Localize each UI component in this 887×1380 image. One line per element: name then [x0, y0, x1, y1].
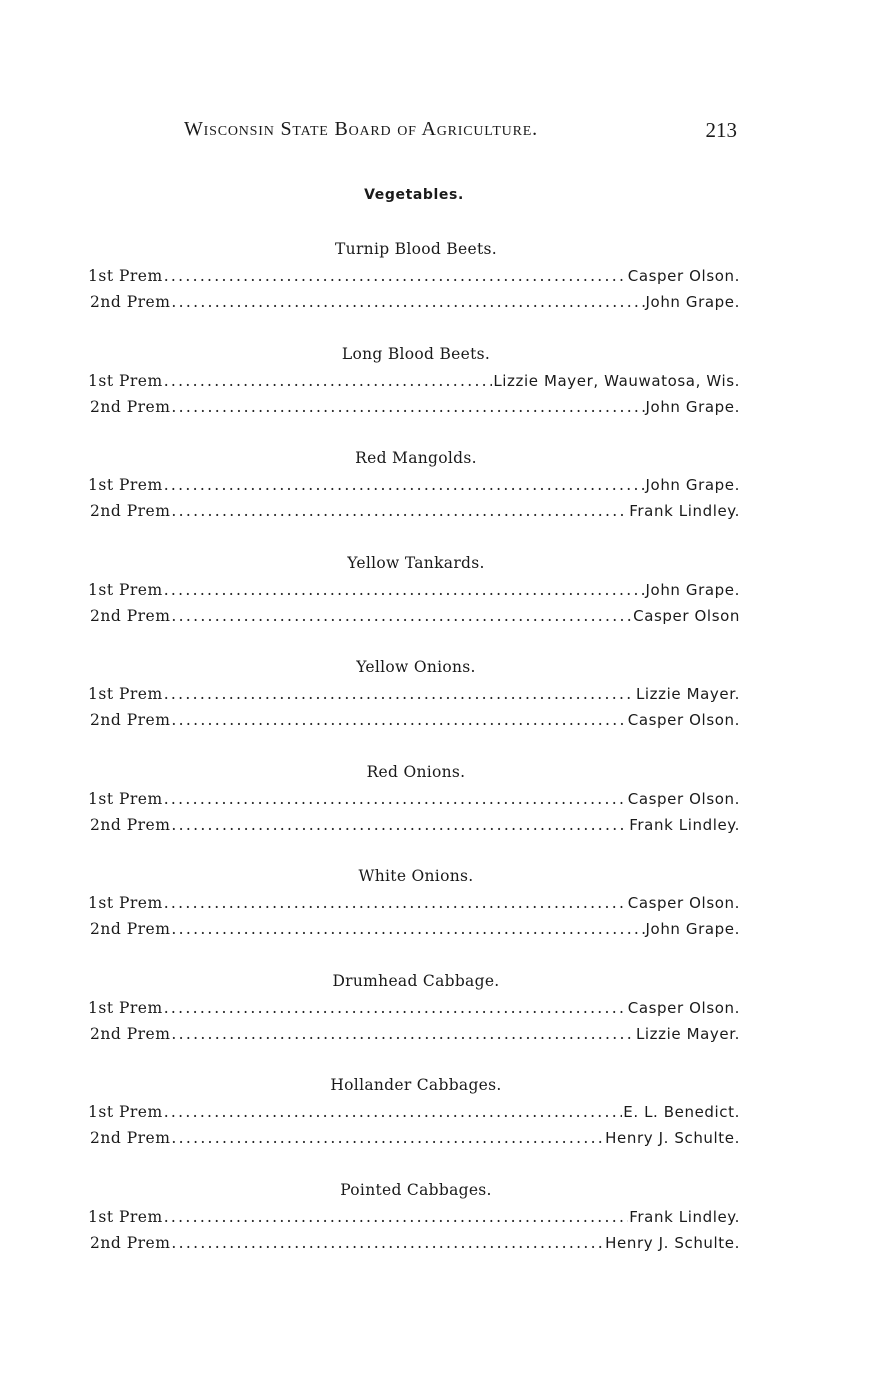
dot-leader — [171, 603, 632, 629]
second-premium-row — [88, 603, 740, 629]
first-premium-row — [88, 472, 740, 498]
first-premium-row — [88, 577, 740, 603]
premium-label: 2nd Prem — [90, 606, 171, 625]
section-title: Vegetables. — [364, 187, 464, 203]
premium-label: 2nd Prem — [90, 1129, 171, 1147]
winner-name: John Grape. — [645, 920, 740, 938]
first-premium-row — [88, 368, 740, 394]
winner-name: Casper Olson. — [627, 267, 740, 285]
winner-name: John Grape. — [645, 397, 740, 416]
first-premium-row — [88, 1099, 740, 1125]
second-premium-row — [88, 1125, 740, 1151]
running-head — [184, 118, 739, 144]
category-title: Pointed Cabbages. — [340, 1180, 492, 1199]
winner-name: John Grape. — [645, 476, 740, 494]
dot-leader — [171, 812, 628, 838]
category-turnip-blood-beets — [88, 237, 740, 342]
category-hollander-cabbages — [88, 1073, 740, 1178]
second-premium-row — [88, 916, 740, 942]
winner-name: E. L. Benedict. — [623, 1103, 740, 1121]
category-title: Yellow Onions. — [356, 658, 476, 676]
winner-name: Lizzie Mayer. — [635, 1024, 740, 1043]
winner-name: Frank Lindley. — [629, 502, 740, 520]
dot-leader — [164, 577, 645, 603]
first-premium-row — [88, 263, 740, 289]
category-yellow-tankards — [88, 551, 740, 656]
premium-label: 2nd Prem — [90, 711, 171, 729]
winner-name: Lizzie Mayer. — [635, 685, 740, 703]
winner-name: John Grape. — [645, 580, 740, 599]
dot-leader — [164, 368, 493, 394]
premium-label: 1st Prem — [88, 998, 163, 1017]
dot-leader — [171, 916, 644, 942]
premium-label: 2nd Prem — [90, 815, 171, 834]
dot-leader — [164, 995, 627, 1021]
category-drumhead-cabbage — [88, 969, 740, 1074]
first-premium-row — [88, 995, 740, 1021]
dot-leader — [171, 289, 644, 315]
second-premium-row — [88, 812, 740, 838]
category-title: Turnip Blood Beets. — [335, 240, 497, 258]
first-premium-row — [88, 681, 740, 707]
category-title: Yellow Tankards. — [347, 553, 485, 572]
premium-label: 1st Prem — [88, 789, 163, 808]
category-title: Red Mangolds. — [355, 449, 477, 467]
premium-label: 1st Prem — [88, 580, 163, 599]
premium-label: 1st Prem — [88, 1103, 163, 1121]
category-yellow-onions — [88, 655, 740, 760]
dot-leader — [171, 1230, 604, 1256]
dot-leader — [171, 1021, 635, 1047]
winner-name: Casper Olson. — [627, 998, 740, 1017]
first-premium-row — [88, 786, 740, 812]
page-number: 213 — [705, 118, 737, 142]
first-premium-row — [88, 1204, 740, 1230]
category-red-mangolds — [88, 446, 740, 551]
dot-leader — [164, 681, 635, 707]
premium-label: 1st Prem — [88, 267, 163, 285]
second-premium-row — [88, 1230, 740, 1256]
premium-label: 1st Prem — [88, 894, 163, 912]
category-title: Hollander Cabbages. — [330, 1076, 502, 1094]
running-title: Wisconsin State Board of Agriculture. — [184, 118, 538, 140]
category-long-blood-beets — [88, 342, 740, 447]
premium-label: 2nd Prem — [90, 397, 171, 416]
category-red-onions — [88, 760, 740, 865]
dot-leader — [164, 1099, 623, 1125]
winner-name: Lizzie Mayer, Wauwatosa, Wis. — [493, 371, 740, 390]
premium-label: 1st Prem — [88, 476, 163, 494]
dot-leader — [171, 707, 626, 733]
dot-leader — [164, 786, 627, 812]
winner-name: Casper Olson. — [627, 789, 740, 808]
category-pointed-cabbages — [88, 1178, 740, 1283]
dot-leader — [171, 1125, 604, 1151]
premium-label: 2nd Prem — [90, 1024, 171, 1043]
category-title: Drumhead Cabbage. — [332, 971, 500, 990]
dot-leader — [164, 1204, 629, 1230]
premium-label: 2nd Prem — [90, 1233, 171, 1252]
premium-label: 1st Prem — [88, 371, 163, 390]
winner-name: John Grape. — [645, 293, 740, 311]
premium-label: 2nd Prem — [90, 920, 171, 938]
first-premium-row — [88, 890, 740, 916]
winner-name: Frank Lindley. — [629, 815, 740, 834]
dot-leader — [164, 263, 627, 289]
premium-label: 2nd Prem — [90, 293, 171, 311]
second-premium-row — [88, 707, 740, 733]
category-title: Red Onions. — [366, 762, 466, 781]
winner-name: Frank Lindley. — [629, 1207, 740, 1226]
dot-leader — [171, 394, 644, 420]
premium-label: 2nd Prem — [90, 502, 171, 520]
premium-label: 1st Prem — [88, 685, 163, 703]
premium-list — [88, 237, 740, 1282]
category-title: White Onions. — [358, 867, 474, 885]
premium-label: 1st Prem — [88, 1207, 163, 1226]
second-premium-row — [88, 498, 740, 524]
dot-leader — [164, 890, 627, 916]
winner-name: Casper Olson. — [627, 711, 740, 729]
dot-leader — [164, 472, 645, 498]
dot-leader — [171, 498, 628, 524]
second-premium-row — [88, 289, 740, 315]
winner-name: Henry J. Schulte. — [605, 1233, 740, 1252]
second-premium-row — [88, 394, 740, 420]
winner-name: Casper Olson. — [627, 894, 740, 912]
category-title: Long Blood Beets. — [341, 344, 491, 363]
category-white-onions — [88, 864, 740, 969]
second-premium-row — [88, 1021, 740, 1047]
winner-name: Henry J. Schulte. — [605, 1129, 740, 1147]
winner-name: Casper Olson — [633, 606, 740, 625]
